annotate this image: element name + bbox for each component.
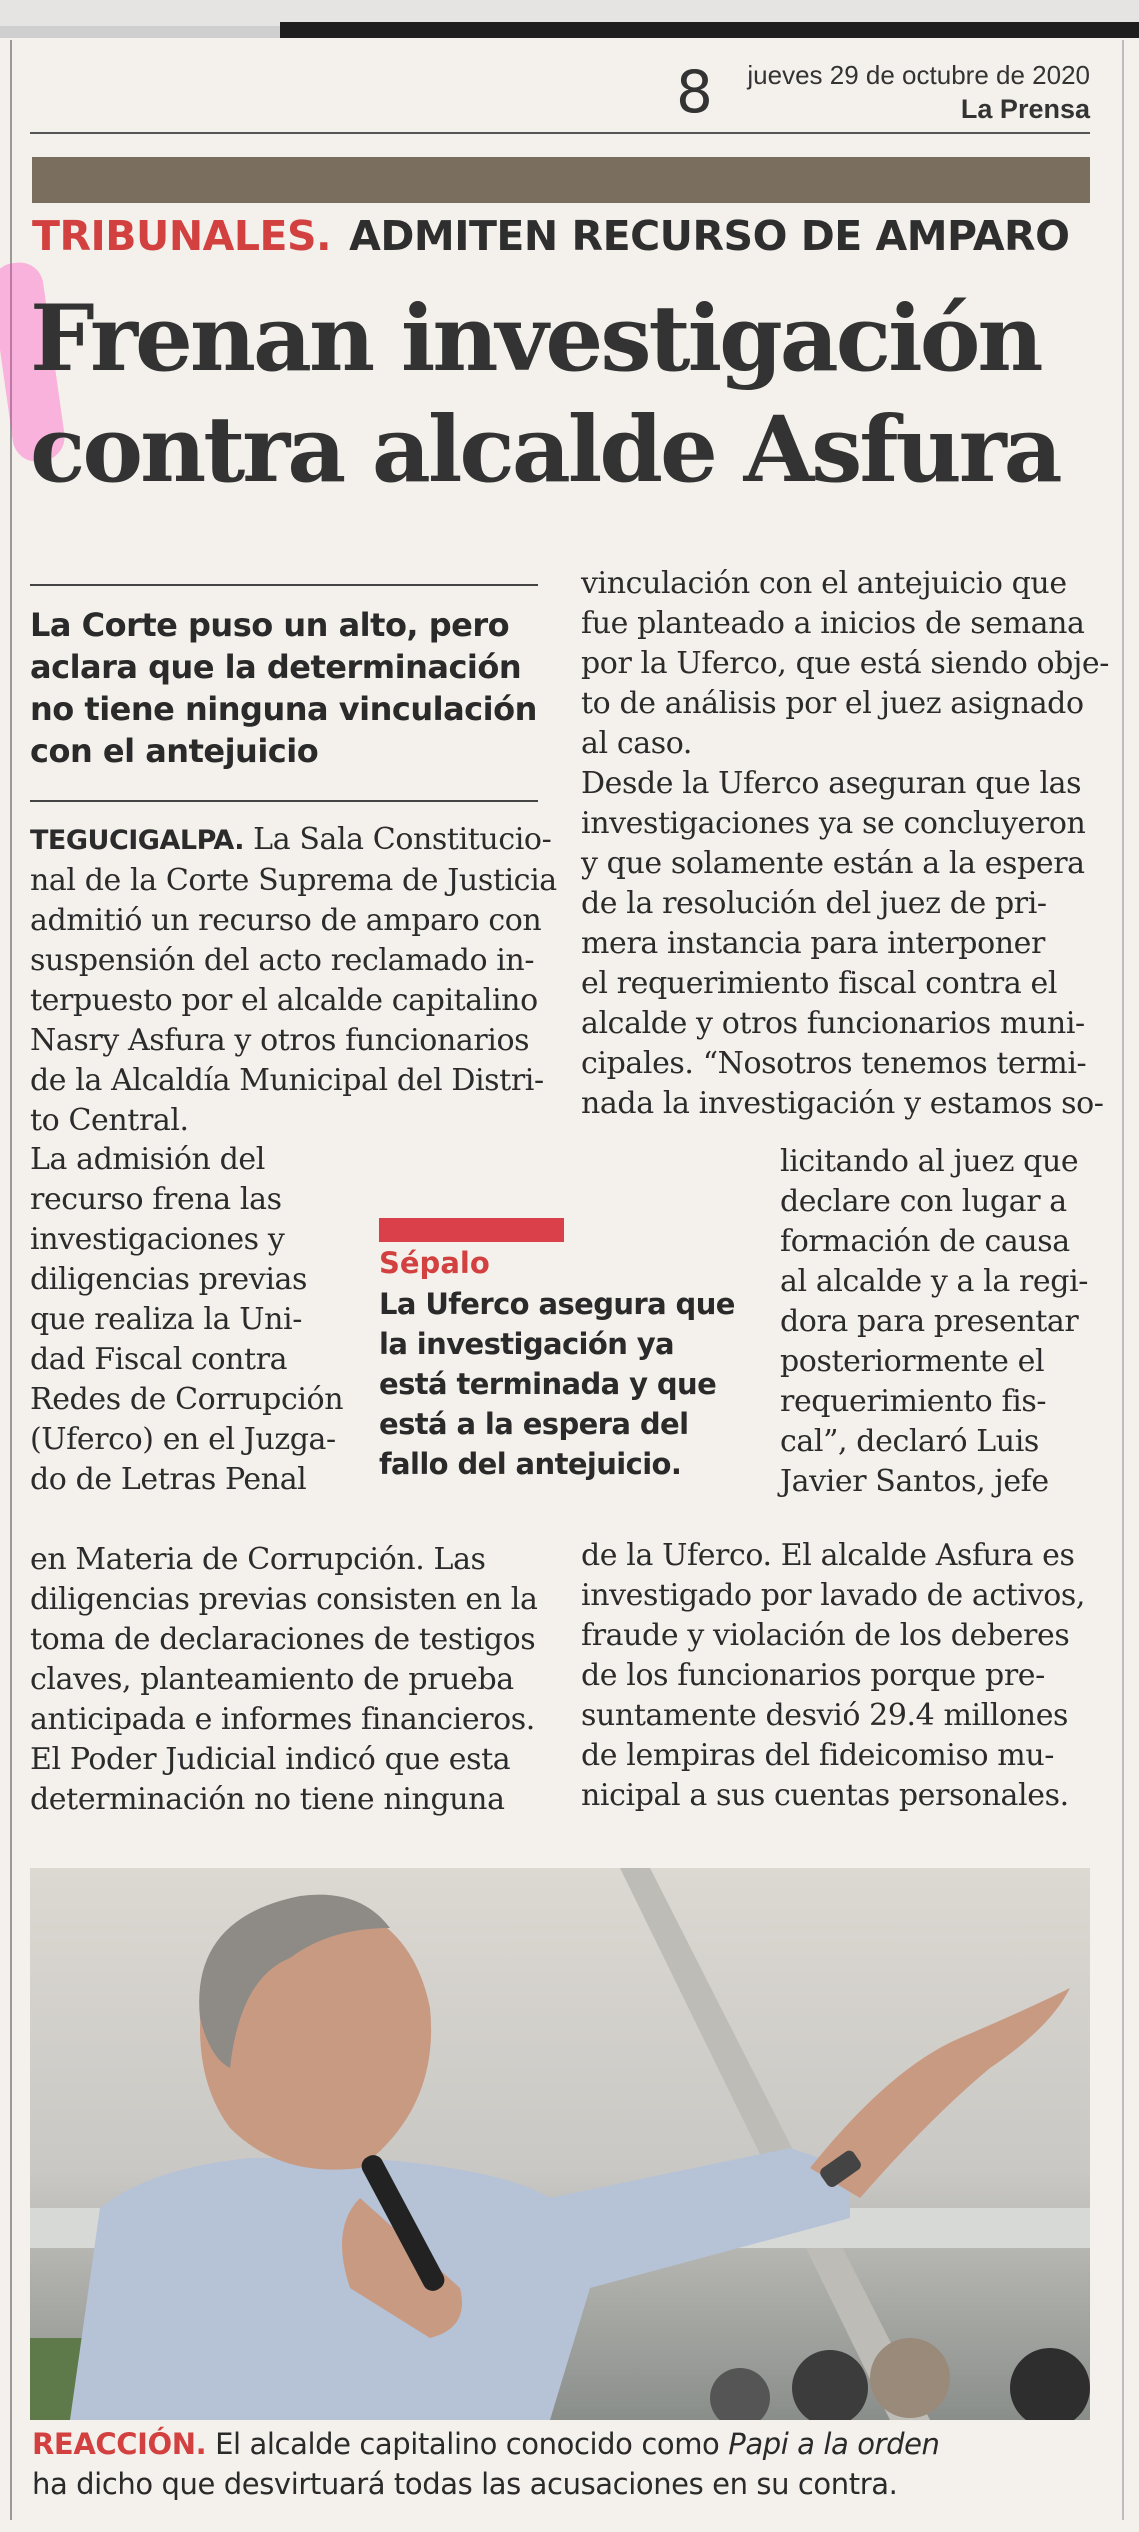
body-line: nada la investigación y estamos so- [581,1086,1104,1121]
body-left-top [30,820,557,1141]
body-line: y que solamente están a la espera [581,846,1085,881]
body-right-bottom [581,1536,1085,1816]
body-line: anticipada e informes financieros. [30,1702,535,1737]
scan-top-strip [0,0,1139,38]
body-text: La Sala Constitucio- [244,822,552,857]
body-line: de la Alcaldía Municipal del Distri- [30,1063,544,1098]
body-line: La admisión del [30,1142,265,1177]
body-line: de la Uferco. El alcalde Asfura es [581,1538,1075,1573]
subhead-line: no tiene ninguna vinculación [30,690,537,728]
subhead-line: con el antejuicio [30,732,319,770]
caption-line: ha dicho que desvirtuará todas las acusaciones en su contra. [32,2467,898,2501]
body-line: investigaciones ya se concluyeron [581,806,1086,841]
body-line: El Poder Judicial indicó que esta [30,1742,511,1777]
body-line: Redes de Corrupción [30,1382,344,1417]
body-line: Javier Santos, jefe [780,1464,1049,1499]
body-line: de los funcionarios porque pre- [581,1658,1045,1693]
body-left-bottom [30,1540,537,1820]
subhead-rule-top [30,584,538,586]
body-line: terpuesto por el alcalde capitalino [30,983,538,1018]
sepalo-label: Sépalo [379,1246,490,1280]
kicker-section: TRIBUNALES. [32,212,332,260]
header-rule [30,132,1090,134]
subhead-line: aclara que la determinación [30,648,522,686]
section-band [32,157,1090,203]
body-line: suntamente desvió 29.4 millones [581,1698,1069,1733]
body-left-narrow [30,1140,343,1500]
sepalo-line: la investigación ya [379,1327,675,1361]
caption-label: REACCIÓN. [32,2427,207,2461]
body-line: alcalde y otros funcionarios muni- [581,1006,1085,1041]
body-line: mera instancia para interponer [581,926,1045,961]
headline [30,284,1110,506]
body-line: to Central. [30,1103,189,1138]
subheadline [30,604,537,772]
body-line: determinación no tiene ninguna [30,1782,505,1817]
kicker-topic: ADMITEN RECURSO DE AMPARO [349,212,1070,260]
body-line: vinculación con el antejuicio que [581,566,1067,601]
headline-line: contra alcalde Asfura [30,397,1060,503]
body-line: nal de la Corte Suprema de Justicia [30,863,557,898]
body-line: (Uferco) en el Juzga- [30,1422,336,1457]
news-photo [30,1868,1090,2420]
body-line: recurso frena las [30,1182,282,1217]
sepalo-line: está a la espera del [379,1407,689,1441]
page-number: 8 [676,58,713,126]
body-line: to de análisis por el juez asignado [581,686,1084,721]
crowd-head [870,2338,950,2418]
caption-line [32,2424,1092,2464]
photo-illustration [30,1868,1090,2420]
body-line: requerimiento fis- [780,1384,1047,1419]
body-line: posteriormente el [780,1344,1045,1379]
body-line: en Materia de Corrupción. Las [30,1542,486,1577]
body-line: diligencias previas [30,1262,308,1297]
body-line: que realiza la Uni- [30,1302,302,1337]
subhead-line: La Corte puso un alto, pero [30,606,510,644]
scan-edge-light [0,26,280,38]
body-line: admitió un recurso de amparo con [30,903,542,938]
body-line: cal”, declaró Luis [780,1424,1039,1459]
body-line: toma de declaraciones de testigos [30,1622,536,1657]
body-line: de lempiras del fideicomiso mu- [581,1738,1054,1773]
page-border-right [1122,40,1124,2520]
newspaper-name: La Prensa [960,94,1090,124]
body-line: al alcalde y a la regi- [780,1264,1089,1299]
body-line: declare con lugar a [780,1184,1067,1219]
subhead-rule-bottom [30,800,538,802]
body-line: el requerimiento fiscal contra el [581,966,1058,1001]
body-line: Nasry Asfura y otros funcionarios [30,1023,530,1058]
caption-text: El alcalde capitalino conocido como [206,2427,729,2461]
body-line: investigaciones y [30,1222,285,1257]
body-line: cipales. “Nosotros tenemos termi- [581,1046,1087,1081]
body-line: claves, planteamiento de prueba [30,1662,514,1697]
sepalo-line: La Uferco asegura que [379,1287,735,1321]
scan-edge-dark [280,22,1139,38]
body-line: dora para presentar [780,1304,1079,1339]
sepalo-text [379,1284,735,1484]
sepalo-bar [379,1218,564,1242]
body-line: dad Fiscal contra [30,1342,288,1377]
sepalo-line: está terminada y que [379,1367,717,1401]
body-line: licitando al juez que [780,1144,1079,1179]
body-line [30,820,557,861]
body-line: investigado por lavado de activos, [581,1578,1085,1613]
body-line: formación de causa [780,1224,1070,1259]
kicker [32,212,1069,260]
sepalo-line: fallo del antejuicio. [379,1447,682,1481]
body-line: por la Uferco, que está siendo obje- [581,646,1109,681]
body-right-narrow [780,1142,1088,1502]
photo-caption [32,2424,1092,2504]
headline-line: Frenan investigación [30,286,1041,392]
body-line: nicipal a sus cuentas personales. [581,1778,1069,1813]
body-right-top [581,564,1109,1124]
body-line: de la resolución del juez de pri- [581,886,1047,921]
dateline-city: TEGUCIGALPA. [30,825,245,856]
body-line: do de Letras Penal [30,1462,307,1497]
body-line: fraude y violación de los deberes [581,1618,1070,1653]
body-line: Desde la Uferco aseguran que las [581,766,1082,801]
body-line: al caso. [581,726,692,761]
body-line: diligencias previas consisten en la [30,1582,538,1617]
body-line: suspensión del acto reclamado in- [30,943,535,978]
caption-nickname: Papi a la orden [728,2427,940,2461]
body-line: fue planteado a inicios de semana [581,606,1085,641]
issue-date: jueves 29 de octubre de 2020 [747,60,1090,90]
